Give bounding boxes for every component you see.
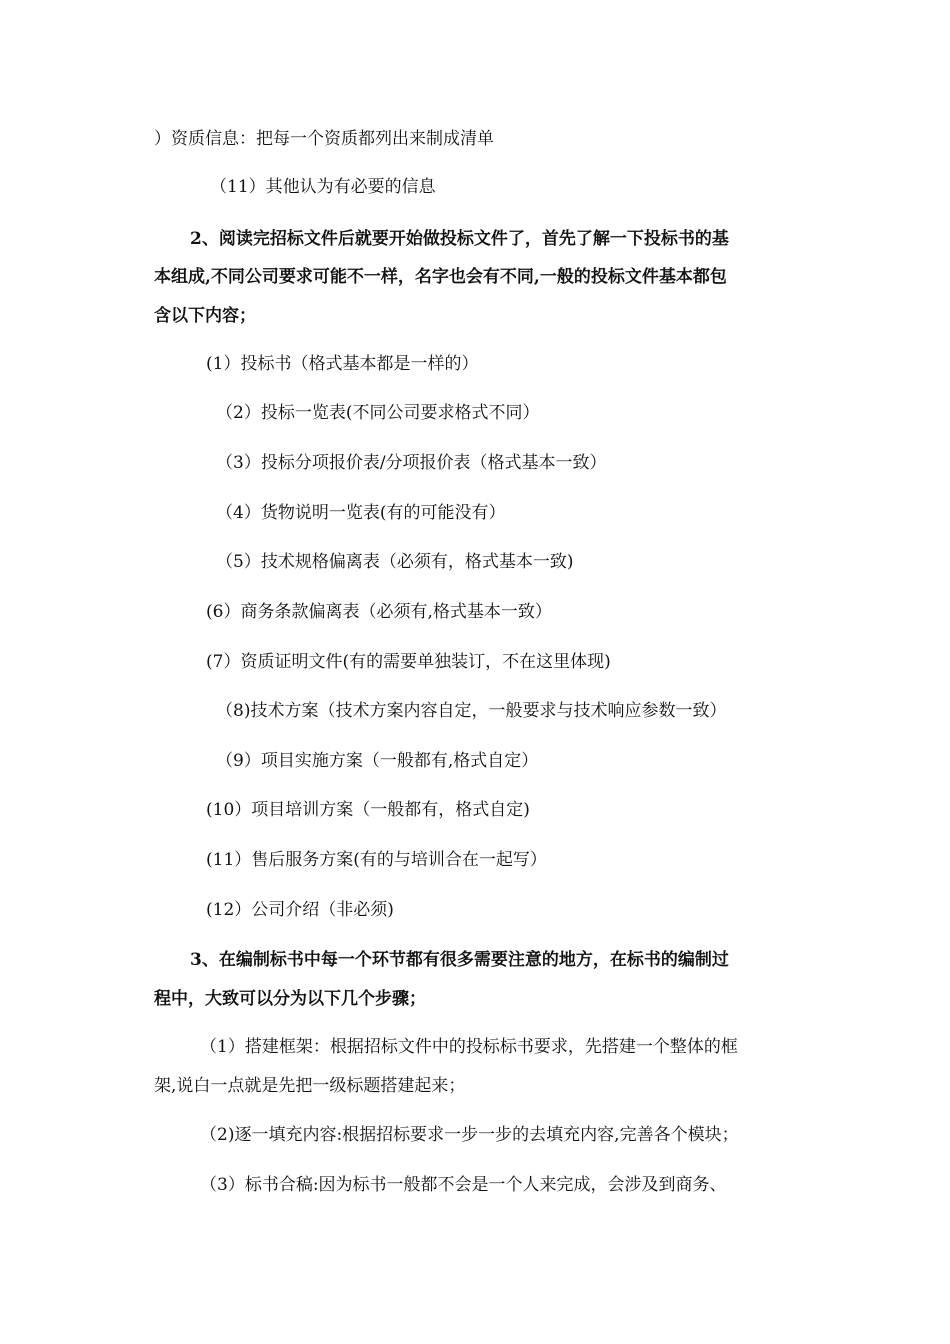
step-3: （3）标书合稿:因为标书一般都不会是一个人来完成，会涉及到商务、 — [200, 1175, 727, 1195]
section-2-heading-line-3: 含以下内容； — [154, 306, 256, 326]
list-item: （8)技术方案（技术方案内容自定，一般要求与技术响应参数一致） — [216, 701, 727, 721]
list-item: (11）售后服务方案(有的与培训合在一起写） — [206, 850, 547, 870]
list-item: （3）投标分项报价表/分项报价表（格式基本一致） — [216, 453, 607, 473]
list-item: （5）技术规格偏离表（必须有，格式基本一致) — [216, 552, 574, 572]
section-3-heading-line-2: 程中，大致可以分为以下几个步骤； — [154, 989, 426, 1009]
list-item: (7）资质证明文件(有的需要单独装订，不在这里体现) — [206, 652, 611, 672]
list-item: （2）投标一览表(不同公司要求格式不同） — [216, 403, 540, 423]
step-1-line-2: 架,说白一点就是先把一级标题搭建起来； — [154, 1076, 466, 1096]
step-2: （2)逐一填充内容:根据招标要求一步一步的去填充内容,完善各个模块； — [200, 1125, 739, 1145]
section-3-heading-line-1: 3、在编制标书中每一个环节都有很多需要注意的地方，在标书的编制过 — [190, 950, 729, 970]
list-item-other-info: （11）其他认为有必要的信息 — [210, 177, 436, 197]
list-item: (6）商务条款偏离表（必须有,格式基本一致） — [206, 602, 552, 622]
section-2-heading-line-1: 2、阅读完招标文件后就要开始做投标文件了，首先了解一下投标书的基 — [190, 229, 729, 249]
continuation-line: ）资质信息：把每一个资质都列出来制成清单 — [154, 129, 494, 149]
list-item: (10）项目培训方案（一般都有，格式自定) — [206, 800, 530, 820]
step-1-line-1: （1）搭建框架：根据招标文件中的投标标书要求，先搭建一个整体的框 — [200, 1037, 738, 1057]
section-2-heading-line-2: 本组成,不同公司要求可能不一样，名字也会有不同,一般的投标文件基本都包 — [154, 267, 727, 287]
list-item: (1）投标书（格式基本都是一样的） — [206, 354, 479, 374]
list-item: （9）项目实施方案（一般都有,格式自定） — [216, 751, 539, 771]
list-item: (12）公司介绍（非必须) — [206, 900, 394, 920]
list-item: （4）货物说明一览表(有的可能没有） — [216, 503, 506, 523]
